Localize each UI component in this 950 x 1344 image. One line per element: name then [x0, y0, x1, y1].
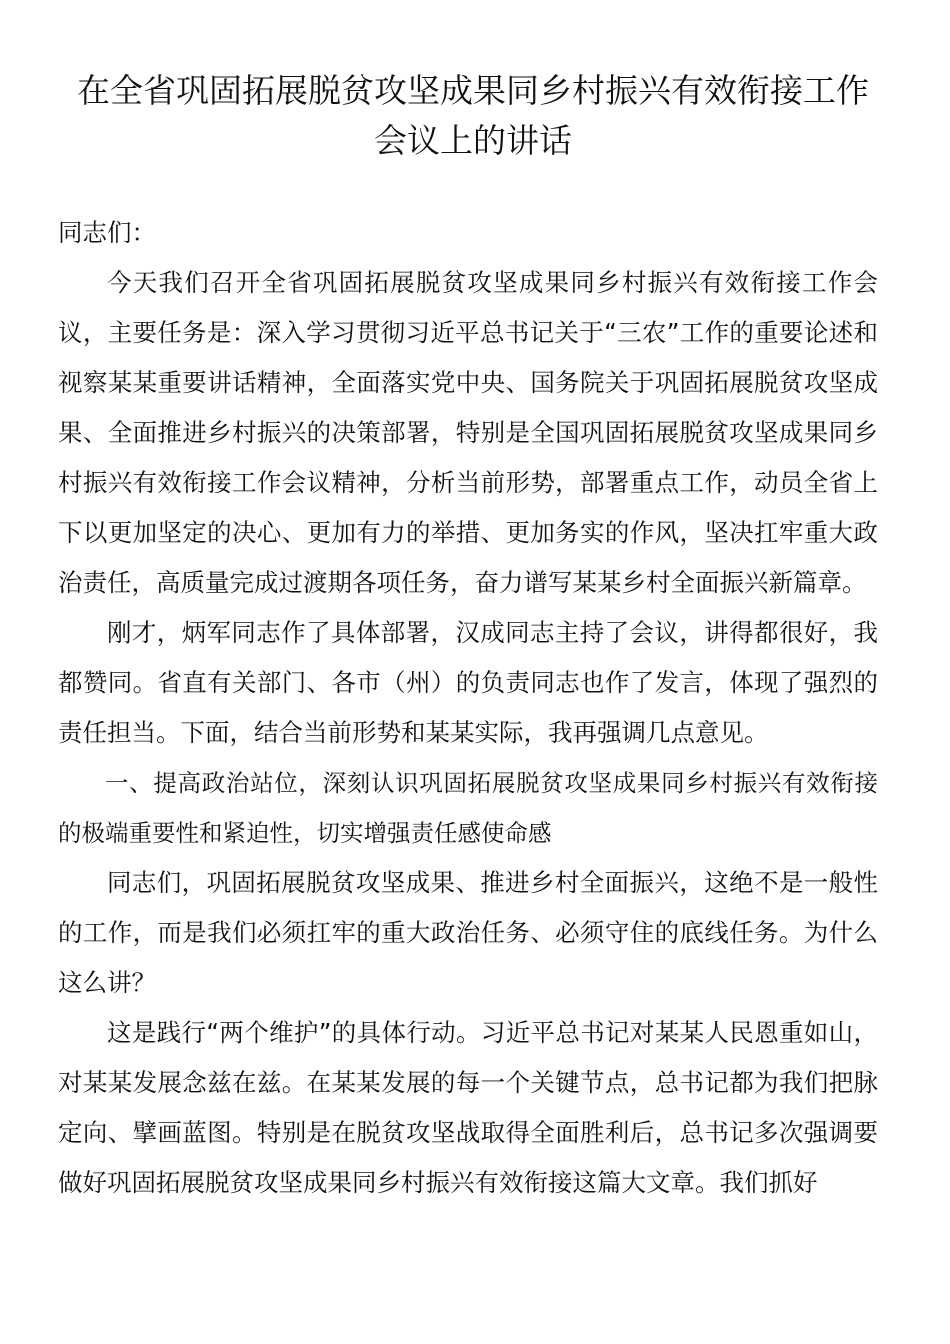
document-title: 在全省巩固拓展脱贫攻坚成果同乡村振兴有效衔接工作会议上的讲话	[77, 71, 869, 160]
paragraph-intro: 今天我们召开全省巩固拓展脱贫攻坚成果同乡村振兴有效衔接工作会议，主要任务是：深入学习贯彻习近平总书记关于“三农”工作的重要论述和视察某某重要讲话精神，全面落实党中央、国务院关于巩固拓展脱贫攻坚成果、全面推进乡村振兴的决策部署，特别是全国巩固拓展脱贫攻坚成果同乡村振兴有效衔接工作会议精神，分析当前形势，部署重点工作，动员全省上下以更加坚定的决心、更加有力的举措、更加务实的作风，坚决扛牢重大政治责任，高质量完成过渡期各项任务，奋力谱写某某乡村全面振兴新篇章。	[58, 268, 878, 597]
paragraph-remarks: 刚才，炳军同志作了具体部署，汉成同志主持了会议，讲得都很好，我都赞同。省直有关部门、各市（州）的负责同志也作了发言，体现了强烈的责任担当。下面，结合当前形势和某某实际，我再强调几点意见。	[58, 618, 878, 747]
section-paragraph: 同志们，巩固拓展脱贫攻坚成果、推进乡村全面振兴，这绝不是一般性的工作，而是我们必须扛牢的重大政治任务、必须守住的底线任务。为什么这么讲？	[58, 868, 878, 997]
section-paragraph: 这是践行“两个维护”的具体行动。习近平总书记对某某人民恩重如山，对某某发展念兹在兹。在某某发展的每一个关键节点，总书记都为我们把脉定向、擘画蓝图。特别是在脱贫攻坚战取得全面胜利后，总书记多次强调要做好巩固拓展脱贫攻坚成果同乡村振兴有效衔接这篇大文章。我们抓好	[58, 1018, 878, 1197]
document-body	[58, 208, 878, 1208]
salutation: 同志们：	[58, 218, 156, 247]
section-heading: 一、提高政治站位，深刻认识巩固拓展脱贫攻坚成果同乡村振兴有效衔接的极端重要性和紧迫性，切实增强责任感使命感	[58, 769, 878, 847]
